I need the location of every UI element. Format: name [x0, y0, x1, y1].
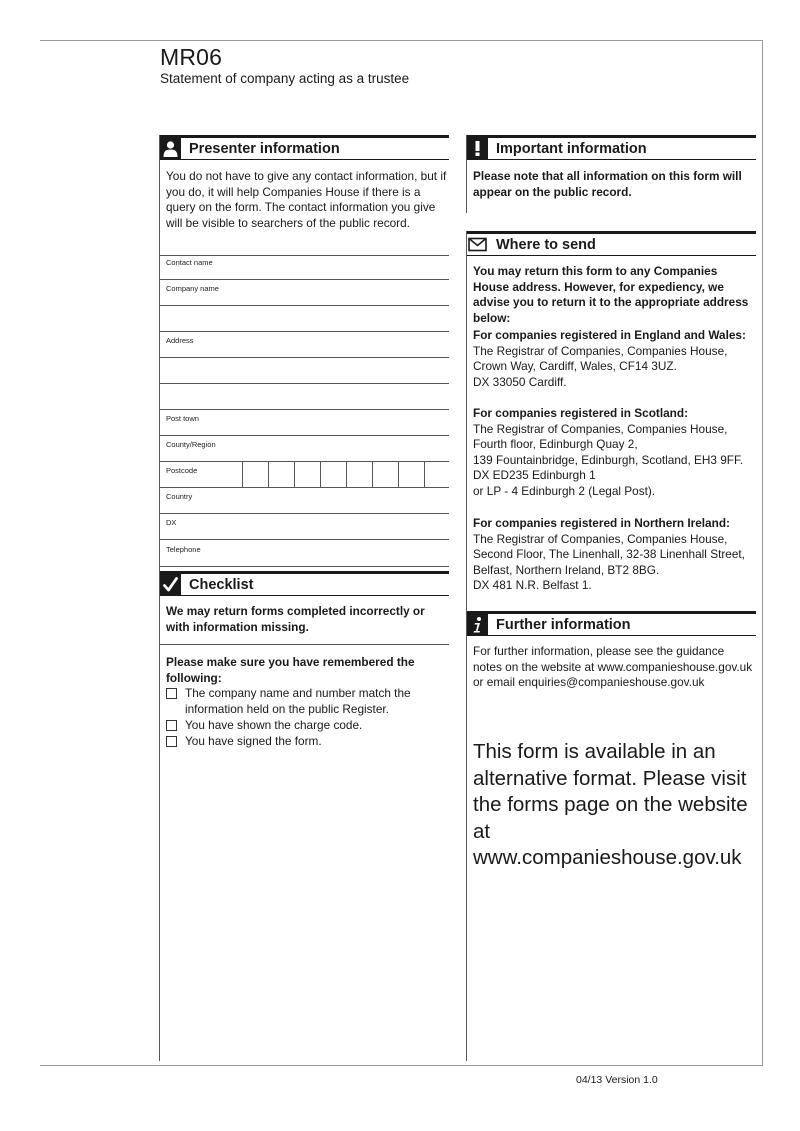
company-name-field-line-2[interactable]	[160, 307, 449, 332]
england-address-block	[473, 328, 756, 390]
scotland-heading: For companies registered in Scotland:	[473, 406, 689, 420]
postcode-char-box[interactable]	[372, 462, 398, 487]
address-line: The Registrar of Companies, Companies House,	[473, 421, 728, 436]
checklist-prompt: Please make sure you have remembered the following:	[166, 655, 415, 685]
checklist-item-text: The company name and number match the information held on the public Register.	[185, 686, 411, 716]
further-info-section-header	[467, 611, 756, 636]
address-line: Crown Way, Cardiff, Wales, CF14 3UZ.	[473, 359, 677, 373]
alternative-format-notice: This form is available in an alternative format. Please visit the forms page on the website at www.companieshouse.gov.uk	[473, 740, 748, 869]
address-line: DX 481 N.R. Belfast 1.	[473, 578, 592, 592]
address-field-line-3[interactable]	[160, 385, 449, 410]
address-line: Fourth floor, Edinburgh Quay 2,	[473, 437, 638, 451]
further-info-title: Further information	[496, 616, 631, 633]
address-line: DX ED235 Edinburgh 1	[473, 468, 596, 482]
envelope-icon	[467, 234, 488, 255]
england-heading: For companies registered in England and Wales:	[473, 328, 746, 342]
important-text: Please note that all information on this form will appear on the public record.	[473, 169, 742, 199]
address-line: or LP - 4 Edinburgh 2 (Legal Post).	[473, 483, 656, 498]
address-field-line-2[interactable]	[160, 359, 449, 384]
checklist-item[interactable]	[166, 686, 449, 717]
contact-name-field[interactable]	[160, 255, 449, 280]
info-icon	[467, 614, 488, 635]
postcode-char-box[interactable]	[398, 462, 424, 487]
top-rule	[40, 40, 763, 41]
right-column	[466, 135, 755, 1061]
post-town-field[interactable]	[160, 411, 449, 436]
form-code: MR06	[160, 44, 223, 70]
postcode-label: Postcode	[166, 466, 198, 475]
dx-field[interactable]	[160, 515, 449, 540]
dx-label: DX	[166, 518, 177, 527]
postcode-char-box[interactable]	[320, 462, 346, 487]
presenter-section-header	[160, 135, 449, 160]
address-line: DX 33050 Cardiff.	[473, 374, 567, 389]
country-field[interactable]	[160, 489, 449, 514]
postcode-char-box[interactable]	[346, 462, 372, 487]
checklist-item[interactable]	[166, 734, 449, 750]
northern-ireland-address-block	[473, 516, 756, 594]
telephone-field[interactable]	[160, 542, 449, 567]
checklist-title: Checklist	[189, 576, 254, 593]
checklist-item[interactable]	[166, 718, 449, 734]
postcode-char-box[interactable]	[424, 462, 450, 487]
presenter-intro: You do not have to give any contact information, but if you do, it will help Companies House if there is a query on the form. The contact information you give will be visible to searchers of the public record.	[166, 169, 447, 230]
form-title: Statement of company acting as a trustee	[160, 71, 410, 86]
telephone-label: Telephone	[166, 545, 201, 554]
where-to-send-intro: You may return this form to any Companies House address. However, for expediency, we advise you to return it to the appropriate address below:	[473, 264, 749, 325]
important-section-header	[467, 135, 756, 160]
checkbox-icon[interactable]	[166, 720, 177, 731]
postcode-char-box[interactable]	[268, 462, 294, 487]
person-icon	[160, 138, 181, 159]
scotland-address-block	[473, 406, 756, 499]
county-region-label: County/Region	[166, 440, 216, 449]
presenter-title: Presenter information	[189, 140, 340, 157]
address-line: Belfast, Northern Ireland, BT2 8BG.	[473, 562, 660, 577]
postcode-field[interactable]	[160, 463, 449, 488]
post-town-label: Post town	[166, 414, 199, 423]
address-line: The Registrar of Companies, Companies House,	[473, 343, 728, 358]
checklist-item-text: You have signed the form.	[185, 734, 322, 748]
contact-name-label: Contact name	[166, 258, 213, 267]
company-name-label: Company name	[166, 284, 219, 293]
checklist-section-header	[160, 571, 449, 596]
version-footer: 04/13 Version 1.0	[576, 1074, 658, 1086]
northern-ireland-heading: For companies registered in Northern Ireland:	[473, 516, 730, 530]
right-rule	[762, 40, 763, 1066]
address-line: Second Floor, The Linenhall, 32-38 Linenhall Street,	[473, 547, 745, 561]
column-gap	[466, 213, 468, 231]
checkbox-icon[interactable]	[166, 688, 177, 699]
address-label: Address	[166, 336, 194, 345]
country-label: Country	[166, 492, 193, 501]
company-name-field[interactable]	[160, 281, 449, 306]
checklist-divider	[160, 644, 449, 645]
address-line: 139 Fountainbridge, Edinburgh, Scotland, EH3 9FF.	[473, 452, 744, 467]
county-region-field[interactable]	[160, 437, 449, 462]
left-column	[159, 135, 448, 1061]
postcode-char-box[interactable]	[242, 462, 268, 487]
address-line: The Registrar of Companies, Companies House,	[473, 531, 728, 546]
exclamation-icon	[467, 138, 488, 159]
where-to-send-title: Where to send	[496, 236, 596, 253]
checklist-item-text: You have shown the charge code.	[185, 718, 363, 732]
checklist-intro: We may return forms completed incorrectly or with information missing.	[166, 604, 425, 634]
bottom-rule	[40, 1065, 763, 1066]
checkbox-icon[interactable]	[166, 736, 177, 747]
where-to-send-section-header	[467, 231, 756, 256]
further-info-text: For further information, please see the guidance notes on the website at www.companieshouse.gov.uk or email enquiries@companieshouse.gov.uk	[473, 644, 753, 689]
address-field[interactable]	[160, 333, 449, 358]
postcode-char-box[interactable]	[294, 462, 320, 487]
tick-icon	[160, 574, 181, 595]
important-title: Important information	[496, 140, 647, 157]
